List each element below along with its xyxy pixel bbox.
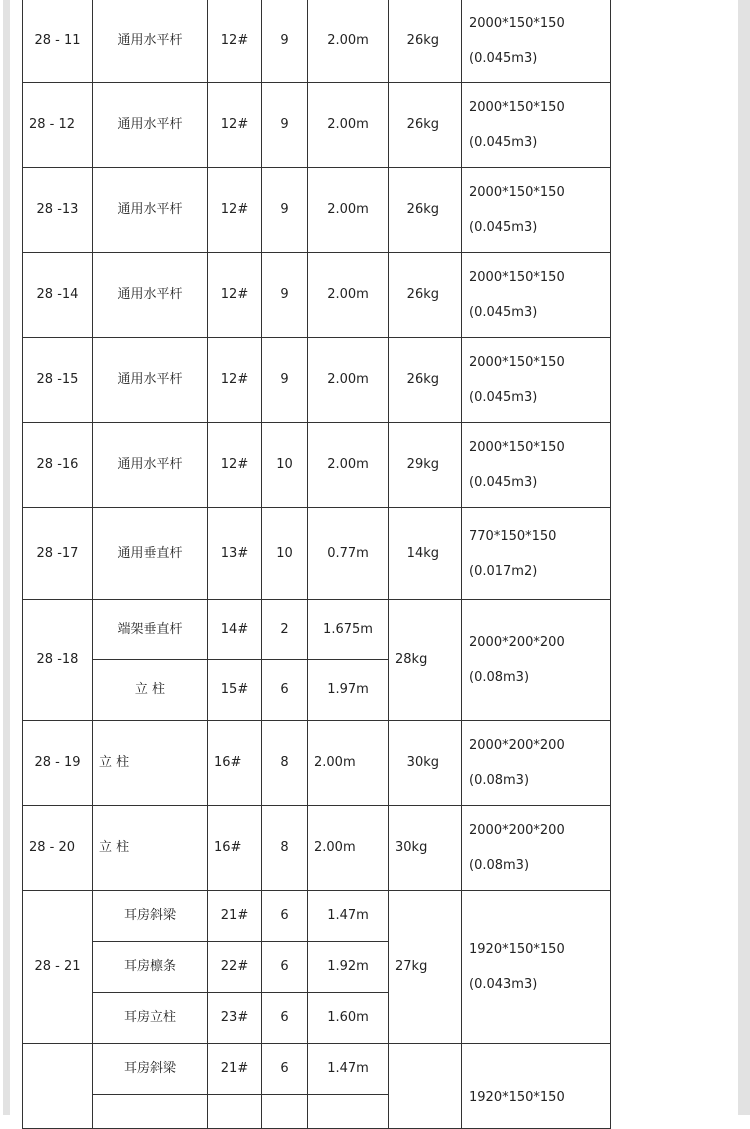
table-row (23, 1044, 611, 1095)
table-row (23, 423, 611, 508)
quantity-cell: 10 (262, 508, 308, 600)
part-name-cell: 通用水平杆 (93, 83, 208, 168)
parts-table (22, 0, 611, 1129)
part-name-cell: 耳房斜梁 (93, 1044, 208, 1095)
dimension-volume: (0.045m3) (469, 135, 538, 150)
quantity-cell: 6 (262, 660, 308, 721)
part-id-cell: 28 -17 (23, 508, 93, 600)
part-code-cell: 15# (208, 660, 262, 721)
table-row (23, 891, 611, 942)
part-name-cell: 端架垂直杆 (93, 600, 208, 660)
table-row (23, 0, 611, 83)
table-row (23, 253, 611, 338)
part-code-cell: 13# (208, 508, 262, 600)
part-code-cell: 12# (208, 83, 262, 168)
quantity-cell: 9 (262, 83, 308, 168)
part-id-cell: 28 - 20 (23, 806, 93, 891)
quantity-cell: 6 (262, 891, 308, 942)
length-cell: 2.00m (308, 0, 389, 83)
part-name-cell: 通用水平杆 (93, 253, 208, 338)
dimension-size: 1920*150*150 (469, 1090, 565, 1105)
part-name-cell: 通用水平杆 (93, 338, 208, 423)
part-code-cell: 22# (208, 942, 262, 993)
length-cell: 2.00m (308, 338, 389, 423)
quantity-cell: 10 (262, 423, 308, 508)
dimension-size: 770*150*150 (469, 528, 557, 544)
weight-cell (389, 1044, 462, 1129)
dimension-size: 2000*200*200 (469, 635, 565, 650)
length-cell: 1.47m (308, 891, 389, 942)
dimension-volume: (0.043m3) (469, 977, 538, 992)
dimension-cell (462, 891, 611, 1044)
length-cell: 2.00m (308, 423, 389, 508)
part-id-cell: 28 - 11 (23, 0, 93, 83)
part-id-cell (23, 1044, 93, 1129)
part-id-cell: 28 - 21 (23, 891, 93, 1044)
part-code-cell: 21# (208, 891, 262, 942)
part-name-cell: 立 柱 (93, 806, 208, 891)
length-cell: 1.47m (308, 1044, 389, 1095)
dimension-size: 2000*150*150 (469, 270, 565, 285)
dimension-volume: (0.08m3) (469, 858, 530, 873)
dimension-cell (462, 0, 611, 83)
part-name-cell: 通用垂直杆 (93, 508, 208, 600)
weight-cell: 29kg (389, 423, 462, 508)
table-row (23, 806, 611, 891)
dimension-size: 2000*150*150 (469, 185, 565, 200)
part-name-cell: 通用水平杆 (93, 0, 208, 83)
part-code-cell (208, 1095, 262, 1129)
dimension-cell (462, 600, 611, 721)
dimension-volume: (0.045m3) (469, 475, 538, 490)
dimension-cell (462, 338, 611, 423)
weight-cell: 28kg (389, 600, 462, 721)
part-name-cell: 耳房立柱 (93, 993, 208, 1044)
page-right-border (738, 0, 750, 1115)
part-name-cell: 耳房斜梁 (93, 891, 208, 942)
dimension-volume: (0.045m3) (469, 305, 538, 320)
quantity-cell: 8 (262, 721, 308, 806)
dimension-size: 2000*150*150 (469, 355, 565, 370)
dimension-size: 2000*150*150 (469, 15, 565, 31)
weight-cell: 14kg (389, 508, 462, 600)
part-code-cell: 23# (208, 993, 262, 1044)
dimension-volume: (0.08m3) (469, 773, 530, 788)
weight-cell: 26kg (389, 338, 462, 423)
length-cell: 2.00m (308, 806, 389, 891)
dimension-volume: (0.045m3) (469, 220, 538, 235)
quantity-cell: 6 (262, 942, 308, 993)
dimension-cell (462, 508, 611, 600)
table-row (23, 338, 611, 423)
part-code-cell: 12# (208, 253, 262, 338)
dimension-volume: (0.08m3) (469, 670, 530, 685)
part-name-cell (93, 1095, 208, 1129)
part-code-cell: 12# (208, 338, 262, 423)
length-cell: 0.77m (308, 508, 389, 600)
dimension-volume: (0.045m3) (469, 50, 538, 66)
dimension-cell (462, 168, 611, 253)
quantity-cell: 9 (262, 338, 308, 423)
length-cell: 2.00m (308, 83, 389, 168)
length-cell: 2.00m (308, 721, 389, 806)
table-row (23, 600, 611, 660)
length-cell (308, 1095, 389, 1129)
table-row (23, 721, 611, 806)
quantity-cell: 9 (262, 168, 308, 253)
weight-cell: 27kg (389, 891, 462, 1044)
dimension-size: 2000*150*150 (469, 100, 565, 115)
weight-cell: 26kg (389, 83, 462, 168)
quantity-cell (262, 1095, 308, 1129)
length-cell: 1.92m (308, 942, 389, 993)
weight-cell: 26kg (389, 0, 462, 83)
quantity-cell: 9 (262, 0, 308, 83)
quantity-cell: 8 (262, 806, 308, 891)
length-cell: 1.60m (308, 993, 389, 1044)
part-name-cell: 立 柱 (93, 721, 208, 806)
part-code-cell: 12# (208, 423, 262, 508)
part-name-cell: 耳房檩条 (93, 942, 208, 993)
part-name-cell: 通用水平杆 (93, 168, 208, 253)
part-code-cell: 12# (208, 0, 262, 83)
dimension-size: 2000*200*200 (469, 738, 565, 753)
page-left-border (3, 0, 10, 1115)
part-id-cell: 28 -16 (23, 423, 93, 508)
dimension-volume: (0.045m3) (469, 390, 538, 405)
length-cell: 1.97m (308, 660, 389, 721)
length-cell: 1.675m (308, 600, 389, 660)
weight-cell: 26kg (389, 253, 462, 338)
part-code-cell: 16# (208, 721, 262, 806)
dimension-cell (462, 253, 611, 338)
quantity-cell: 9 (262, 253, 308, 338)
part-code-cell: 14# (208, 600, 262, 660)
quantity-cell: 6 (262, 993, 308, 1044)
part-code-cell: 16# (208, 806, 262, 891)
part-id-cell: 28 -18 (23, 600, 93, 721)
part-id-cell: 28 -14 (23, 253, 93, 338)
weight-cell: 30kg (389, 721, 462, 806)
dimension-size: 1920*150*150 (469, 942, 565, 957)
table-row (23, 508, 611, 600)
dimension-cell (462, 423, 611, 508)
length-cell: 2.00m (308, 168, 389, 253)
part-id-cell: 28 - 19 (23, 721, 93, 806)
dimension-cell (462, 1044, 611, 1129)
weight-cell: 30kg (389, 806, 462, 891)
part-name-cell: 立 柱 (93, 660, 208, 721)
dimension-size: 2000*150*150 (469, 440, 565, 455)
table-row (23, 168, 611, 253)
part-id-cell: 28 -15 (23, 338, 93, 423)
part-code-cell: 21# (208, 1044, 262, 1095)
weight-cell: 26kg (389, 168, 462, 253)
part-code-cell: 12# (208, 168, 262, 253)
dimension-cell (462, 83, 611, 168)
table-row (23, 83, 611, 168)
part-name-cell: 通用水平杆 (93, 423, 208, 508)
length-cell: 2.00m (308, 253, 389, 338)
dimension-cell (462, 806, 611, 891)
part-id-cell: 28 -13 (23, 168, 93, 253)
dimension-volume: (0.017m2) (469, 563, 538, 579)
quantity-cell: 6 (262, 1044, 308, 1095)
quantity-cell: 2 (262, 600, 308, 660)
part-id-cell: 28 - 12 (23, 83, 93, 168)
dimension-size: 2000*200*200 (469, 823, 565, 838)
dimension-cell (462, 721, 611, 806)
